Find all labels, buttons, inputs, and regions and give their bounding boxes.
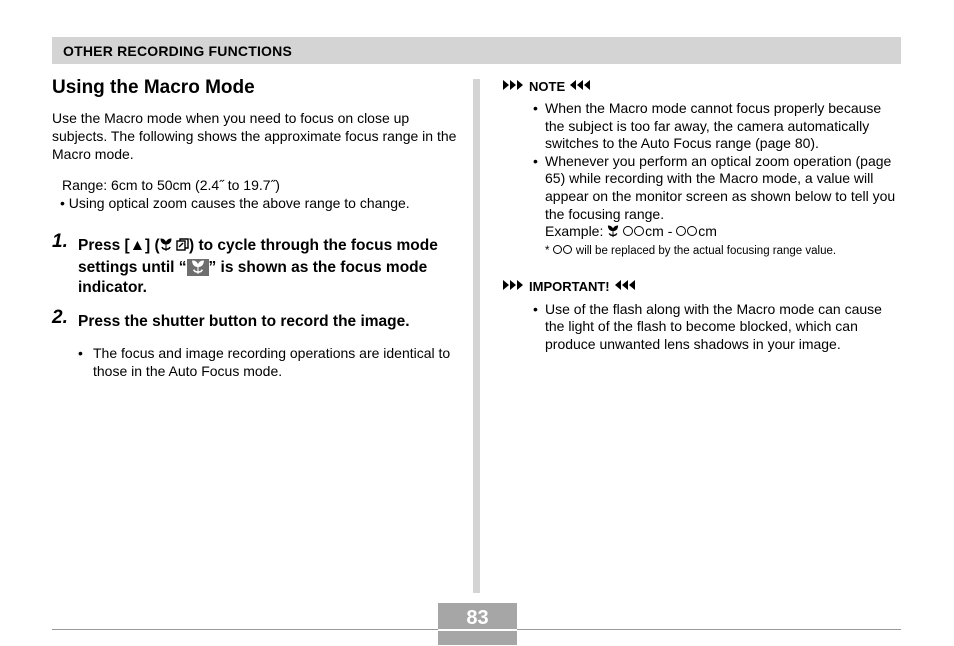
left-column: [52, 76, 457, 380]
bullet: •: [78, 345, 83, 361]
footnote: [502, 243, 902, 259]
footnote-star: *: [545, 244, 550, 257]
macro-indicator-icon: [187, 259, 209, 276]
example-line: [502, 223, 902, 243]
bullet: •: [533, 100, 538, 116]
right-column: [502, 79, 902, 354]
range-block: [52, 176, 457, 212]
section-title: OTHER RECORDING FUNCTIONS: [63, 43, 292, 59]
step-number: 1.: [52, 231, 68, 252]
footnote-text: will be replaced by the actual focusing range value.: [575, 244, 837, 257]
note-item-text: Whenever you perform an optical zoom operation (page 65) while recording with the Macro mode, a value will appear on the monitor screen as shown below to tell you the focusing range.: [545, 152, 896, 222]
step-1: [52, 231, 457, 298]
placeholder-circles-icon: [676, 223, 698, 239]
note-item: [502, 100, 902, 153]
placeholder-circles-icon: [553, 245, 573, 257]
intro-paragraph: Use the Macro mode when you need to focus on close up subjects. The following shows the approximate focus range in the Macro mode.: [52, 110, 457, 162]
important-heading: [502, 279, 902, 295]
step-number: 2.: [52, 307, 68, 328]
important-list: [502, 301, 902, 354]
range-note-text: Using optical zoom causes the above range to change.: [68, 195, 410, 211]
range-note: • Using optical zoom causes the above range to change.: [60, 195, 410, 211]
page-number: 83: [466, 607, 489, 629]
note-right-arrows-icon: [569, 79, 591, 95]
page-title: Using the Macro Mode: [52, 77, 255, 98]
step-2-note: [52, 344, 457, 380]
important-left-arrows-icon: [502, 279, 524, 295]
note-label: NOTE: [529, 79, 566, 94]
macro-icon: [607, 225, 619, 243]
step-1-text-c: ” is shown as the focus mode indicator.: [78, 259, 428, 296]
step-2: [52, 307, 457, 332]
step-1-text-b: ) to cycle through the focus mode settings until “: [78, 237, 438, 276]
important-label: IMPORTANT!: [529, 278, 610, 294]
page-number-divider: [438, 629, 517, 631]
important-item-text: Use of the flash along with the Macro mode can cause the light of the flash to become blocked, which can produce unwanted lens shadows in your image.: [545, 300, 882, 352]
important-right-arrows-icon: [614, 279, 636, 295]
note-list: [502, 100, 902, 259]
note-heading: [502, 79, 902, 95]
note-left-arrows-icon: [502, 79, 524, 95]
bullet: •: [533, 300, 538, 317]
bullet: •: [533, 152, 538, 169]
example-range-b: cm: [698, 223, 717, 240]
important-item: [502, 301, 902, 354]
step-1-text-a: Press [▲] (: [78, 237, 160, 254]
manual-focus-icon: [176, 238, 189, 258]
macro-icon: [160, 238, 172, 258]
placeholder-circles-icon: [623, 223, 645, 239]
example-label: Example:: [545, 223, 604, 240]
example-range-a: cm -: [645, 223, 673, 240]
note-item-text: When the Macro mode cannot focus properly because the subject is too far away, the camera automatically switches to the Auto Focus range (page 80).: [545, 100, 882, 152]
section-header-bar: [52, 37, 901, 64]
column-divider: [473, 79, 480, 593]
step-2-note-text: The focus and image recording operations are identical to those in the Auto Focus mode.: [93, 345, 451, 379]
note-item: [502, 153, 902, 223]
range-text: Range: 6cm to 50cm (2.4˝ to 19.7˝): [62, 177, 280, 193]
step-2-text: Press the shutter button to record the image.: [78, 313, 410, 330]
page-number-box: [438, 603, 517, 645]
